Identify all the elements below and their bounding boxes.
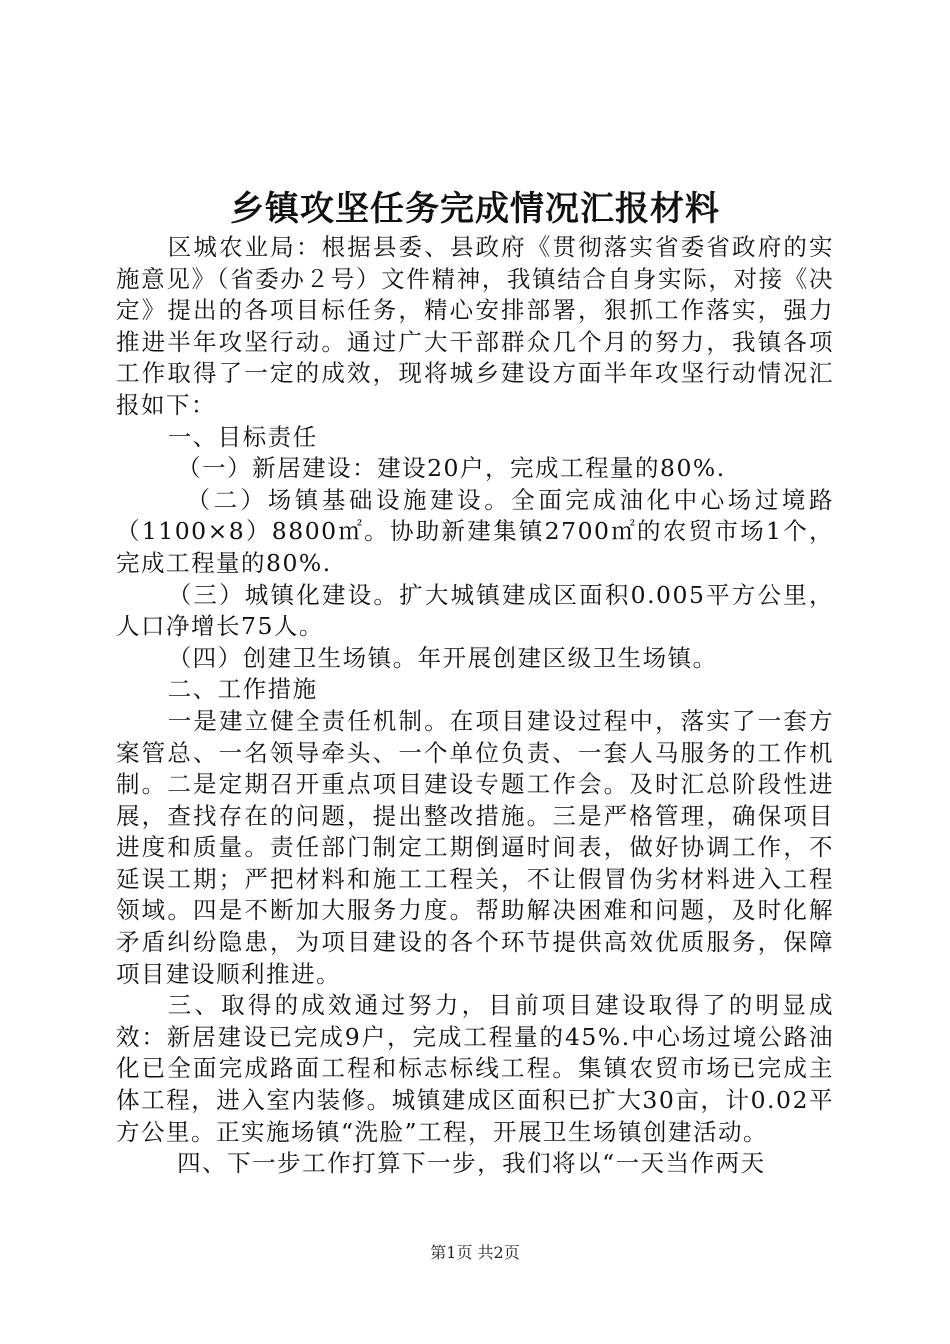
section-heading-goals: 一、目标责任 (167, 422, 318, 451)
paragraph-intro: 区城农业局：根据县委、县政府《贯彻落实省委省政府的实施意见》（省委办２号）文件精神，我镇结合自身实际，对接《决定》提出的各项目标任务，精心安排部署，狠抓工作落实，强力推进半年攻坚行动。通过广大干部群众几个月的努力，我镇各项工作取得了一定的成效，现将城乡建设方面半年攻坚行动情况汇报如下： (116, 233, 834, 419)
document-body (116, 232, 834, 1180)
paragraph-goal-1: （一）新居建设：建设20户，完成工程量的80%. (177, 454, 726, 483)
paragraph-measures: 一是建立健全责任机制。在项目建设过程中，落实了一套方案管总、一名领导牵头、一个单位负责、一套人马服务的工作机制。二是定期召开重点项目建设专题工作会。及时汇总阶段性进展，查找存在的问题，提出整改措施。三是严格管理，确保项目进度和质量。责任部门制定工期倒逼时间表，做好协调工作，不延误工期；严把材料和施工工程关，不让假冒伪劣材料进入工程领域。四是不断加大服务力度。帮助解决困难和问题，及时化解矛盾纠纷隐患，为项目建设的各个环节提供高效优质服务，保障项目建设顺利推进。 (116, 706, 834, 988)
section-heading-measures: 二、工作措施 (167, 675, 318, 704)
page-indicator: 第1页 共2页 (430, 1243, 520, 1262)
paragraph-goal-4: （四）创建卫生场镇。年开展创建区级卫生场镇。 (167, 643, 718, 672)
paragraph-next-steps: 四、下一步工作打算下一步，我们将以“一天当作两天 (177, 1149, 766, 1178)
paragraph-goal-3: （三）城镇化建设。扩大城镇建成区面积0.005平方公里，人口净增长75人。 (116, 580, 834, 641)
paragraph-results: 三、取得的成效通过努力，目前项目建设取得了的明显成效：新居建设已完成9户，完成工程量的45%.中心场过境公路油化已全面完成路面工程和标志标线工程。集镇农贸市场已完成主体工程，进入室内装修。城镇建成区面积已扩大30亩，计0.02平方公里。正实施场镇“洗脸”工程，开展卫生场镇创建活动。 (116, 991, 834, 1146)
paragraph-goal-2: （二）场镇基础设施建设。全面完成油化中心场过境路（1100×8）8800㎡。协助新建集镇2700㎡的农贸市场1个，完成工程量的80%. (116, 485, 834, 577)
document-title: 乡镇攻坚任务完成情况汇报材料 (230, 189, 720, 229)
